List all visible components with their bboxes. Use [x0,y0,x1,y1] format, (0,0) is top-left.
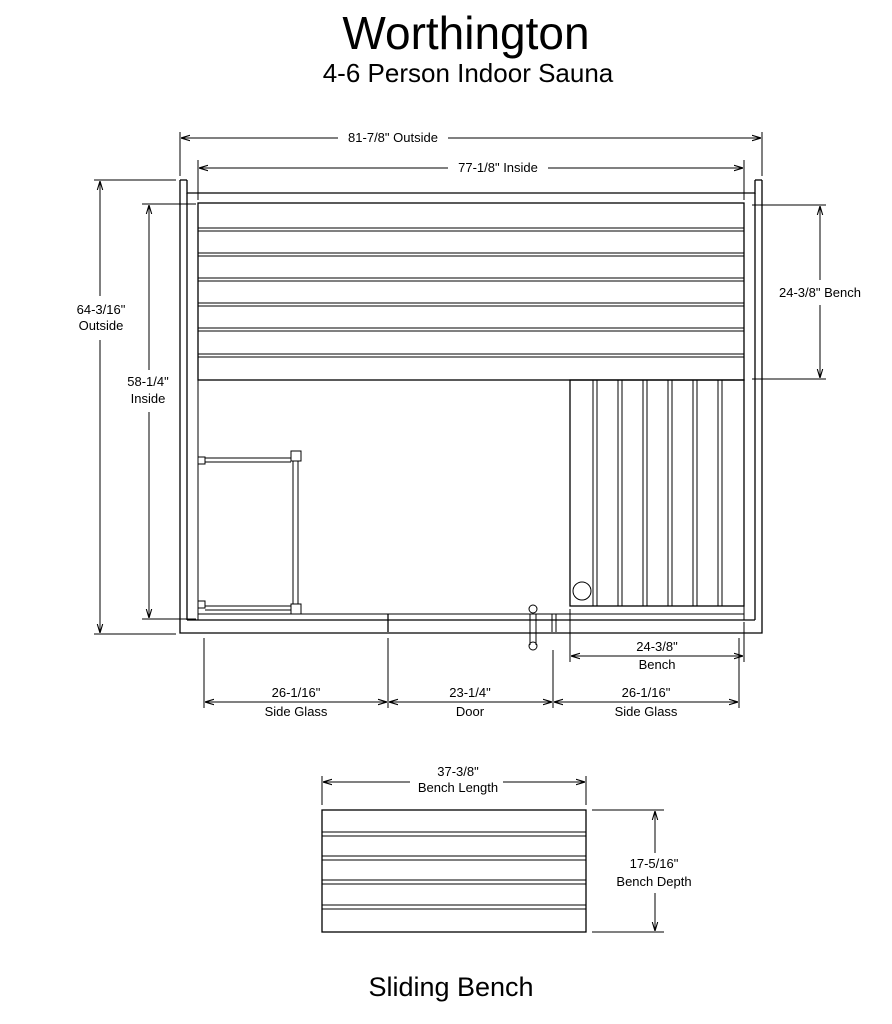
side-bench-width-label: Bench [638,657,676,672]
upper-bench-depth-label: 24-3/8" Bench [779,285,861,300]
drain-icon [573,582,591,600]
side-bench-width-dimension [570,609,744,672]
door-label: Door [455,704,485,719]
bench-length-value: 37-3/8" [437,764,479,779]
outside-height-dimension [77,180,176,634]
diagram-subtitle: 4-6 Person Indoor Sauna [322,58,614,88]
heater-frame [198,451,301,614]
right-glass-value: 26-1/16" [621,685,671,700]
bench-depth-dimension [592,810,692,932]
sliding-bench-caption: Sliding Bench [368,972,534,1002]
inside-width-label: 77-1/8" Inside [458,160,538,175]
door-value: 23-1/4" [449,685,491,700]
side-bench-width-value: 24-3/8" [636,639,678,654]
left-glass-label: Side Glass [264,704,328,719]
upper-bench-depth-dimension [752,205,861,379]
outside-width-label: 81-7/8" Outside [348,130,438,145]
sauna-walls [180,180,762,633]
bench-length-dimension [322,764,586,805]
inside-height-label: Inside [130,391,166,406]
outside-height-value: 64-3/16" [76,302,126,317]
inside-height-dimension [127,204,196,619]
bench-depth-label: Bench Depth [616,874,692,889]
inside-width-dimension [198,160,744,200]
inside-height-value: 58-1/4" [127,374,169,389]
diagram-title: Worthington [342,7,590,59]
front-glass-and-door [388,605,556,650]
sliding-bench [322,810,586,932]
upper-bench [198,203,744,380]
right-glass-label: Side Glass [614,704,678,719]
left-glass-value: 26-1/16" [271,685,321,700]
outside-height-label: Outside [78,318,124,333]
bench-length-label: Bench Length [417,780,499,795]
bench-depth-value: 17-5/16" [629,856,679,871]
side-bench [570,380,744,606]
